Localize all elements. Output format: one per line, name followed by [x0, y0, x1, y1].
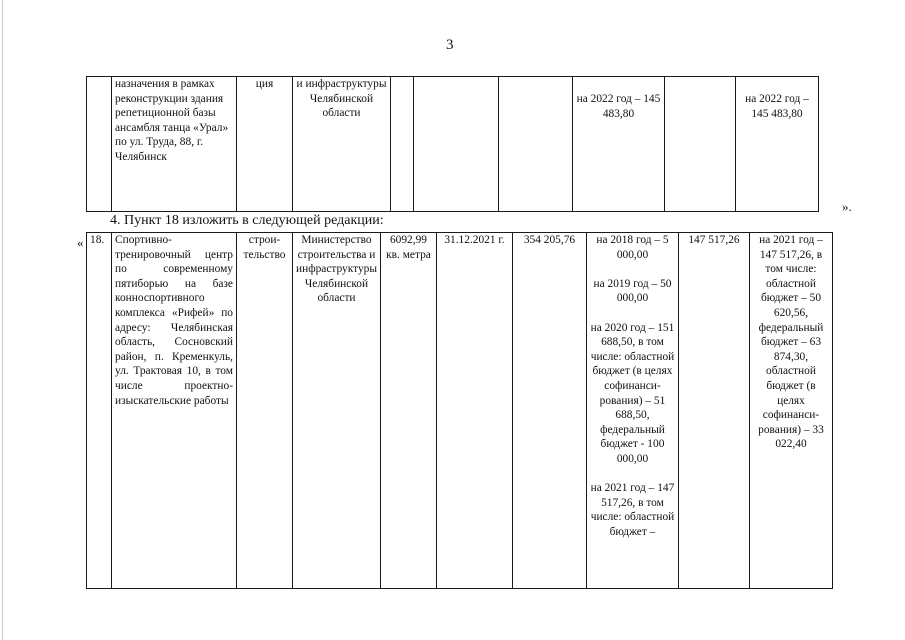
- cell-capacity: [391, 77, 414, 212]
- cell-remaining: на 2022 год – 145 483,80: [736, 77, 819, 212]
- table-item-18: [86, 232, 833, 589]
- cell-num: 18.: [87, 233, 112, 589]
- cell-deadline: [414, 77, 499, 212]
- table-row: [87, 77, 819, 212]
- cell-cost: 354 205,76: [512, 233, 586, 589]
- cell-funding: [586, 233, 678, 589]
- cell-remaining-2021: на 2021 год – 147 517,26, в том числе: областной бюджет – 50 620,56, федеральный бюджет – 63 874,30, областной бюджет (в целях софинанси-рования) – 33 022,40: [749, 233, 832, 589]
- funding-2019: на 2019 год – 50 000,00: [593, 277, 672, 305]
- cell-type: ция: [237, 77, 293, 212]
- cell-name: Спортивно-тренировочный центр по современному пятиборью на базе конноспортивного комплекса «Рифей» по адресу: Челябинская область, Сосновский район, п. Кременкуль, ул. Трактовая 10, в том числе проектно-изыскательские работы: [112, 233, 237, 589]
- funding-2018: на 2018 год – 5 000,00: [596, 234, 669, 261]
- cell-cost: [499, 77, 573, 212]
- cell-capacity: 6092,99 кв. метра: [380, 233, 436, 589]
- funding-2021: на 2021 год – 147 517,26, в том числе: областной бюджет –: [590, 482, 675, 538]
- funding-2020: на 2020 год – 151 688,50, в том числе: областной бюджет (в целях софинанси-рования) – 51 688,50, федеральный бюджет - 100 000,00: [590, 321, 675, 465]
- cell-type: строи-тельство: [237, 233, 293, 589]
- cell-num: [87, 77, 112, 212]
- cell-deadline: 31.12.2021 г.: [436, 233, 512, 589]
- cell-name: назначения в рамках реконструкции здания репетиционной базы ансамбля танца «Урал» по ул. Труда, 88, г. Челябинск: [112, 77, 237, 212]
- page-number: 3: [446, 37, 454, 53]
- opening-quote: «: [77, 235, 84, 250]
- closing-quote: ».: [842, 199, 852, 214]
- table-row: [87, 233, 833, 589]
- cell-remaining-total: 147 517,26: [678, 233, 749, 589]
- cell-funding: на 2022 год – 145 483,80: [573, 77, 665, 212]
- table-continuation: [86, 76, 819, 212]
- section-heading: 4. Пункт 18 изложить в следующей редакции:: [110, 213, 384, 228]
- cell-customer: Министерство строительства и инфраструктуры Челябинской области: [293, 233, 381, 589]
- cell-customer: и инфраструктуры Челябинской области: [293, 77, 391, 212]
- scan-edge-line: [2, 0, 3, 640]
- cell-remaining-total: [665, 77, 736, 212]
